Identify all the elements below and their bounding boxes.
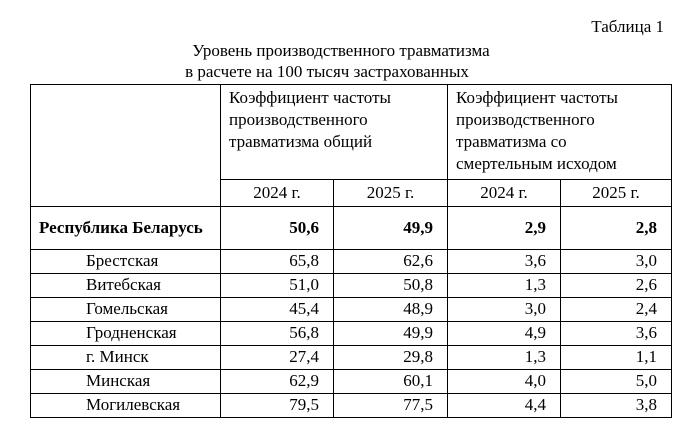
cell-value: 49,9 [334, 207, 448, 250]
cell-value: 50,8 [334, 274, 448, 298]
header-empty-cell [31, 85, 221, 207]
table-row [31, 250, 672, 274]
header-year: 2024 г. [448, 180, 561, 207]
cell-value: 2,6 [561, 274, 672, 298]
header-year: 2025 г. [334, 180, 448, 207]
cell-value: 51,0 [221, 274, 334, 298]
cell-value: 4,0 [448, 370, 561, 394]
table-row [31, 346, 672, 370]
cell-value: 3,6 [561, 322, 672, 346]
header-group-fatal: Коэффициент частоты производственного травматизма со смертельным исходом [448, 85, 672, 180]
table-row [31, 394, 672, 418]
table-row [31, 370, 672, 394]
cell-value: 1,3 [448, 274, 561, 298]
header-year: 2025 г. [561, 180, 672, 207]
table-number-label: Таблица 1 [591, 17, 664, 36]
cell-value: 4,9 [448, 322, 561, 346]
cell-value: 50,6 [221, 207, 334, 250]
cell-value: 62,9 [221, 370, 334, 394]
row-name: Витебская [31, 274, 221, 298]
cell-value: 3,0 [448, 298, 561, 322]
row-name: Минская [31, 370, 221, 394]
header-year: 2024 г. [221, 180, 334, 207]
cell-value: 45,4 [221, 298, 334, 322]
cell-value: 48,9 [334, 298, 448, 322]
table-row [31, 274, 672, 298]
injury-rate-table [30, 84, 672, 418]
cell-value: 4,4 [448, 394, 561, 418]
cell-value: 3,0 [561, 250, 672, 274]
cell-value: 60,1 [334, 370, 448, 394]
cell-value: 49,9 [334, 322, 448, 346]
table-row [31, 298, 672, 322]
cell-value: 77,5 [334, 394, 448, 418]
cell-value: 1,1 [561, 346, 672, 370]
row-name: г. Минск [31, 346, 221, 370]
cell-value: 65,8 [221, 250, 334, 274]
table-row-total [31, 207, 672, 250]
cell-value: 2,4 [561, 298, 672, 322]
cell-value: 79,5 [221, 394, 334, 418]
table-title-line-1: Уровень производственного травматизма [192, 41, 490, 60]
row-name: Гомельская [31, 298, 221, 322]
header-group-total: Коэффициент частоты производственного травматизма общий [221, 85, 448, 180]
cell-value: 1,3 [448, 346, 561, 370]
cell-value: 3,6 [448, 250, 561, 274]
header-row-groups [31, 85, 672, 180]
cell-value: 2,9 [448, 207, 561, 250]
table-row [31, 322, 672, 346]
row-name: Гродненская [31, 322, 221, 346]
cell-value: 56,8 [221, 322, 334, 346]
cell-value: 2,8 [561, 207, 672, 250]
cell-value: 62,6 [334, 250, 448, 274]
row-name: Республика Беларусь [31, 207, 221, 250]
cell-value: 27,4 [221, 346, 334, 370]
table-title-line-2: в расчете на 100 тысяч застрахованных [185, 62, 469, 81]
row-name: Брестская [31, 250, 221, 274]
cell-value: 29,8 [334, 346, 448, 370]
row-name: Могилевская [31, 394, 221, 418]
cell-value: 5,0 [561, 370, 672, 394]
cell-value: 3,8 [561, 394, 672, 418]
